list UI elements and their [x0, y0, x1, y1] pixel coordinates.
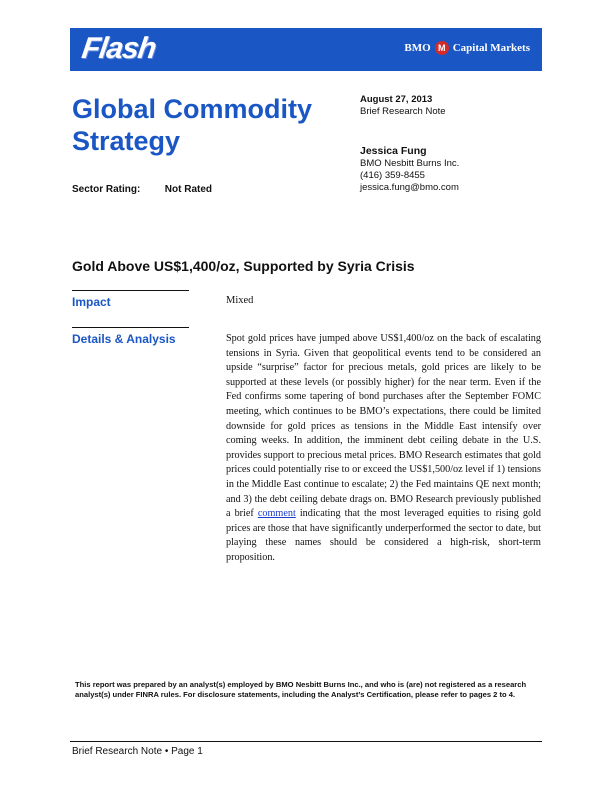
- report-date: August 27, 2013: [360, 94, 433, 105]
- analyst-info: [360, 145, 459, 194]
- impact-value: Mixed: [226, 295, 254, 306]
- bmo-brand: [404, 41, 530, 55]
- impact-rule: [72, 290, 189, 291]
- analyst-phone: (416) 359-8455: [360, 170, 425, 181]
- headline: Gold Above US$1,400/oz, Supported by Syria Crisis: [72, 258, 415, 274]
- sector-rating: [72, 184, 212, 195]
- brand-suffix: Capital Markets: [452, 42, 530, 54]
- page-footer: Brief Research Note • Page 1: [72, 746, 203, 757]
- analyst-firm: BMO Nesbitt Burns Inc.: [360, 158, 460, 169]
- report-meta: [360, 94, 446, 118]
- flash-logo: Flash: [79, 32, 158, 65]
- comment-link[interactable]: comment: [257, 508, 296, 520]
- title-line-2: Strategy: [72, 126, 181, 156]
- report-type: Brief Research Note: [360, 106, 446, 117]
- impact-heading: Impact: [72, 295, 111, 309]
- details-rule: [72, 327, 189, 328]
- details-text-2: indicating that the most leveraged equities to rising gold prices are those that have significantly underperformed the sector to date, but playing these names should be considered a high-risk, short-term proposition.: [226, 508, 541, 563]
- analyst-email[interactable]: jessica.fung@bmo.com: [360, 182, 459, 193]
- header-banner: [70, 28, 542, 71]
- sector-rating-value: Not Rated: [164, 184, 213, 195]
- disclaimer: This report was prepared by an analyst(s) employed by BMO Nesbitt Burns Inc., and who is (are) not registered as a research analyst(s) under FINRA rules. For disclosure statements, including the Analyst’s Certification, please refer to pages 2 to 4.: [75, 680, 527, 699]
- details-heading: Details & Analysis: [72, 332, 176, 346]
- sector-rating-label: Sector Rating:: [72, 184, 141, 195]
- report-title: [72, 93, 342, 157]
- footer-rule: [70, 741, 542, 742]
- title-line-1: Global Commodity: [72, 94, 313, 124]
- bmo-roundel-icon: M: [435, 41, 449, 55]
- brand-name: BMO: [404, 42, 431, 54]
- analyst-name: Jessica Fung: [360, 145, 427, 157]
- details-body: [226, 332, 541, 566]
- details-text-1: Spot gold prices have jumped above US$1,400/oz on the back of escalating tensions in Syria. Given that geopolitical events tend to be considered an upside “surprise” factor for precious metals, gold prices are likely to be supported at these levels (or possibly higher) for the near term. Even if the Fed confirms some tapering of bond purchases after the September FOMC meeting, which continues to be BMO’s expectations, there could be limited downside for gold prices as tensions in the Middle East intensify over coming weeks. In addition, the imminent debt ceiling debate in the U.S. provides support to precious metal prices. BMO Research estimates that gold prices could potentially rise to or exceed the US$1,500/oz level if 1) tensions in the Middle East continue to escalate; 2) the Fed maintains QE next month; and 3) the debt ceiling debate drags on. BMO Research previously published a brief: [226, 333, 541, 520]
